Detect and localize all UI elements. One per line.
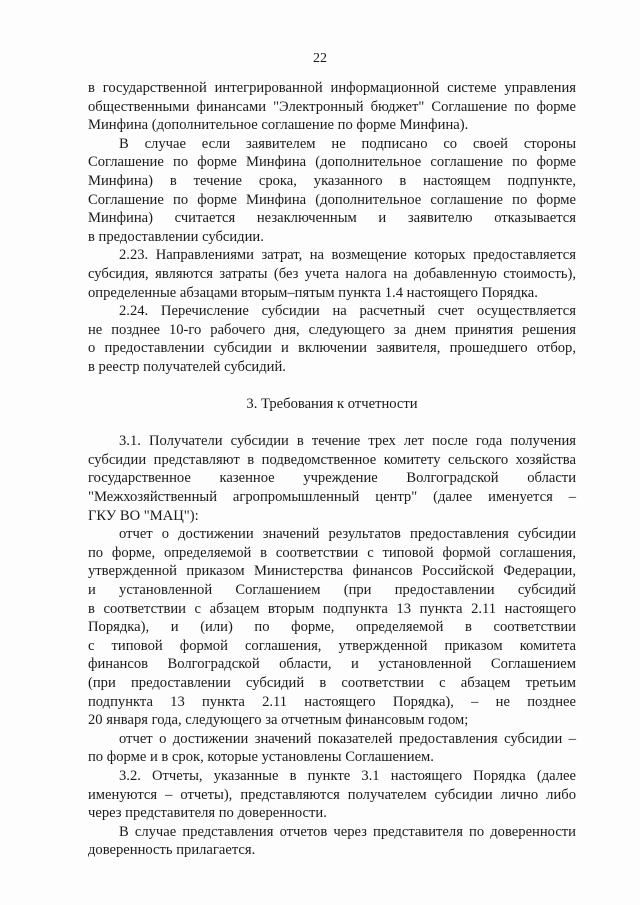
text-line: в предоставлении субсидии. bbox=[88, 228, 264, 245]
text-line: отчет о достижении значений результатов предоставления субсидии bbox=[119, 526, 576, 543]
text-line: В случае представления отчетов через представителя по доверенности bbox=[119, 823, 576, 840]
text-line: 3.1. Получатели субсидии в течение трех лет после года получения bbox=[119, 433, 576, 450]
text-line: "Межхозяйственный агропромышленный центр" (далее именуется – bbox=[88, 489, 576, 506]
paragraph-unsigned-agreement bbox=[88, 135, 576, 247]
text-line: именуются – отчеты), представляются получателем субсидии лично либо bbox=[88, 786, 576, 803]
text-line: 20 января года, следующего за отчетным финансовым годом; bbox=[88, 712, 469, 729]
text-line: по форме, определяемой в соответствии с типовой формой соглашения, bbox=[88, 544, 576, 561]
paragraph-2-23 bbox=[88, 246, 576, 302]
spacer bbox=[88, 377, 576, 396]
paragraph-power-of-attorney bbox=[88, 823, 576, 860]
paragraph-2-24 bbox=[88, 302, 576, 376]
text-line: В случае если заявителем не подписано со своей стороны bbox=[119, 135, 576, 152]
text-line: Соглашение по форме Минфина (дополнительное соглашение по форме bbox=[88, 154, 576, 171]
text-line: субсидии представляют в подведомственное комитету сельского хозяйства bbox=[88, 451, 576, 468]
text-line: определенные абзацами вторым–пятым пункта 1.4 настоящего Порядка. bbox=[88, 284, 538, 301]
spacer bbox=[88, 414, 576, 433]
text-line: Минфина) в течение срока, указанного в настоящем подпункте, bbox=[88, 172, 576, 189]
section-heading: 3. Требования к отчетности bbox=[246, 396, 418, 413]
text-line: субсидия, являются затраты (без учета налога на добавленную стоимость), bbox=[88, 265, 576, 282]
text-line: 2.23. Направлениями затрат, на возмещение которых предоставляется bbox=[119, 247, 576, 264]
paragraph-continuation bbox=[88, 79, 576, 135]
text-line: с типовой формой соглашения, утвержденной приказом комитета bbox=[88, 637, 576, 654]
text-line: (при предоставлении субсидий в соответствии с абзацем третьим bbox=[88, 675, 576, 691]
text-line: в соответствии с абзацем вторым подпункта 13 пункта 2.11 настоящего bbox=[88, 600, 576, 617]
text-line: Порядка), и (или) по форме, определяемой в соответствии bbox=[88, 619, 576, 636]
text-line: Минфина (дополнительное соглашение по форме Минфина). bbox=[88, 117, 469, 134]
text-line: по форме и в срок, которые установлены Соглашением. bbox=[88, 749, 434, 766]
text-line: 2.24. Перечисление субсидии на расчетный счет осуществляется bbox=[119, 303, 576, 320]
text-line: финансов Волгоградской области, и установленной Соглашением bbox=[88, 656, 576, 673]
text-line: через представителя по доверенности. bbox=[88, 805, 327, 822]
text-line: 3.2. Отчеты, указанные в пункте 3.1 настоящего Порядка (далее bbox=[119, 767, 576, 784]
paragraph-3-2 bbox=[88, 767, 576, 823]
paragraph-results-report bbox=[88, 525, 576, 730]
text-line: Соглашение по форме Минфина (дополнительное соглашение по форме bbox=[88, 191, 576, 208]
paragraph-3-1 bbox=[88, 432, 576, 525]
text-line: общественными финансами "Электронный бюджет" Соглашение по форме bbox=[88, 98, 576, 115]
text-line: в государственной интегрированной информационной системе управления bbox=[88, 80, 576, 96]
text-line: Минфина) считается незаключенным и заявителю отказывается bbox=[88, 210, 576, 227]
text-line: не позднее 10-го рабочего дня, следующего за днем принятия решения bbox=[88, 321, 576, 338]
document-body bbox=[88, 79, 576, 860]
text-line: о предоставлении субсидии и включении заявителя, прошедшего отбор, bbox=[88, 340, 576, 357]
text-line: утвержденной приказом Министерства финансов Российской Федерации, bbox=[88, 563, 576, 580]
paragraph-indicators-report bbox=[88, 730, 576, 767]
text-line: государственное казенное учреждение Волгоградской области bbox=[88, 470, 576, 487]
text-line: и установленной Соглашением (при предоставлении субсидий bbox=[88, 582, 576, 599]
text-line: доверенность прилагается. bbox=[88, 842, 256, 859]
text-line: в реестр получателей субсидий. bbox=[88, 358, 286, 375]
text-line: подпункта 13 пункта 2.11 настоящего Порядка), – не позднее bbox=[88, 693, 576, 710]
page-number: 22 bbox=[313, 51, 327, 66]
text-line: отчет о достижении значений показателей предоставления субсидии – bbox=[119, 730, 576, 747]
text-line: ГКУ ВО "МАЦ"): bbox=[88, 507, 199, 524]
